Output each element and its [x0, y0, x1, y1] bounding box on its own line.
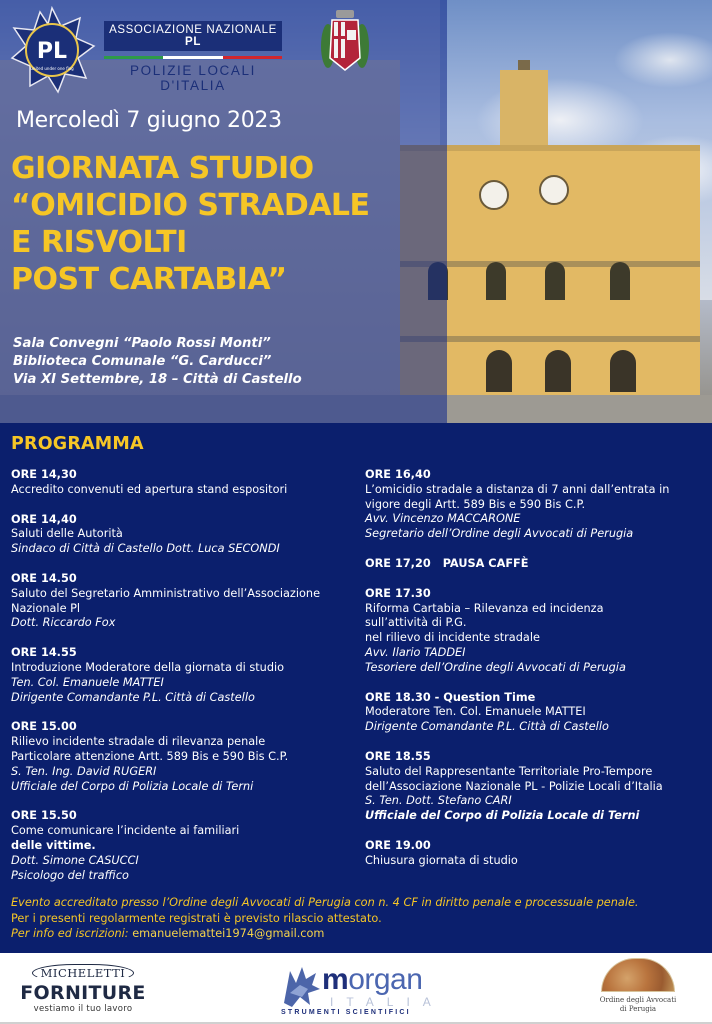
event-title [11, 150, 370, 298]
schedule-speaker: Avv. Ilario TADDEI [365, 645, 466, 659]
window [486, 262, 506, 300]
schedule-time: ORE 14,30 [11, 468, 77, 481]
schedule-time: ORE 14.50 [11, 571, 77, 585]
micheletti-wordmark: MICHELETTI [32, 964, 135, 982]
schedule-desc: Particolare attenzione Artt. 589 Bis e 590 Bis C.P. [11, 749, 289, 763]
schedule-desc: Accredito convenuti ed apertura stand espositori [11, 482, 288, 496]
schedule-item [365, 587, 705, 676]
schedule-time: ORE 18.55 [365, 749, 431, 763]
venue-line: Via XI Settembre, 18 – Città di Castello [13, 372, 302, 387]
schedule-speaker-role: Ufficiale del Corpo di Polizia Locale di Terni [11, 779, 254, 793]
schedule-speaker: Ten. Col. Emanuele MATTEI [11, 675, 164, 689]
schedule-desc: Moderatore Ten. Col. Emanuele MATTEI [365, 705, 586, 719]
morgan-wordmark: morgan [322, 963, 423, 996]
schedule-desc: Saluto del Segretario Amministrativo dell’Associazione [11, 586, 321, 600]
event-venue [13, 335, 302, 389]
title-line: E RISVOLTI [11, 225, 187, 260]
fresco-lunette-icon [601, 958, 675, 992]
micheletti-forniture-logo [14, 962, 152, 1014]
event-date: Mercoledì 7 giugno 2023 [16, 108, 282, 133]
programma-right-column [365, 468, 705, 884]
accreditation-note: Evento accreditato presso l’Ordine degli Avvocati di Perugia con n. 4 CF in diritto penale e processuale penale. [11, 896, 639, 909]
venue-line: Sala Convegni “Paolo Rossi Monti” [13, 336, 271, 351]
title-line: GIORNATA STUDIO [11, 151, 314, 186]
schedule-time: ORE 17.30 [365, 586, 431, 600]
schedule-desc: delle vittime. [11, 838, 96, 852]
association-banner [104, 21, 282, 93]
programma-left-column [11, 468, 356, 898]
schedule-speaker: Dott. Riccardo Fox [11, 616, 116, 630]
ordine-name: Ordine degli Avvocati [599, 996, 677, 1004]
schedule-item-break [365, 557, 705, 572]
schedule-desc: nel rilievo di incidente stradale [365, 631, 540, 645]
certificate-note: Per i presenti regolarmente registrati è previsto rilascio attestato. [11, 911, 382, 925]
programma-title: PROGRAMMA [11, 434, 144, 454]
schedule-item [365, 691, 705, 735]
schedule-item [365, 839, 705, 869]
sponsors-footer [0, 953, 712, 1024]
schedule-speaker: Sindaco di Città di Castello Dott. Luca SECONDI [11, 542, 280, 556]
schedule-desc: Saluti delle Autorità [11, 527, 123, 541]
info-label: Per info ed iscrizioni: [11, 927, 133, 940]
title-line: “OMICIDIO STRADALE [11, 188, 370, 223]
window [545, 262, 565, 300]
micheletti-tagline: vestiamo il tuo lavoro [33, 1004, 133, 1014]
arched-window [545, 350, 571, 392]
schedule-speaker-role: Ufficiale del Corpo di Polizia Locale di Terni [365, 809, 640, 823]
italian-flag-stripe [104, 56, 282, 59]
morgan-subtitle: STRUMENTI SCIENTIFICI [281, 1009, 411, 1016]
schedule-item [365, 468, 705, 542]
clock-icon [479, 180, 509, 210]
event-notes [11, 895, 639, 942]
schedule-speaker: S. Ten. Dott. Stefano CARI [365, 794, 512, 808]
griffin-icon [280, 963, 322, 1009]
schedule-desc: L’omicidio stradale a distanza di 7 anni dall’entrata in [365, 482, 670, 496]
schedule-time: ORE 15.50 [11, 809, 77, 823]
schedule-speaker-role: Psicologo del traffico [11, 868, 129, 882]
venue-line: Biblioteca Comunale “G. Carducci” [13, 354, 272, 369]
schedule-desc: Rilievo incidente stradale di rilevanza penale [11, 735, 266, 749]
schedule-item [11, 720, 356, 794]
ordine-city: di Perugia [619, 1005, 657, 1013]
schedule-desc: Introduzione Moderatore della giornata di studio [11, 660, 285, 674]
svg-text:united under one flag: united under one flag [30, 66, 74, 71]
programma-section [0, 423, 712, 953]
schedule-desc: dell’Associazione Nazionale PL - Polizie Locali d’Italia [365, 779, 663, 793]
contact-email-link[interactable]: emanuelemattei1974@gmail.com [132, 927, 325, 940]
arched-window [610, 350, 636, 392]
coat-of-arms-icon [318, 8, 372, 78]
hero-banner [0, 0, 712, 423]
schedule-time: ORE 19.00 [365, 838, 431, 852]
title-line: POST CARTABIA” [11, 262, 287, 297]
pl-star-logo-icon [8, 6, 96, 94]
coffee-break-label: PAUSA CAFFÈ [442, 556, 529, 570]
schedule-desc: Riforma Cartabia – Rilevanza ed incidenza [365, 601, 604, 615]
window [610, 262, 630, 300]
schedule-desc: Saluto del Rappresentante Territoriale Pro-Tempore [365, 764, 653, 778]
schedule-desc: sull’attività di P.G. [365, 616, 467, 630]
schedule-item [11, 513, 356, 557]
association-name: ASSOCIAZIONE NAZIONALE PL [104, 21, 282, 51]
schedule-item [11, 468, 356, 498]
schedule-speaker-role: Segretario dell’Ordine degli Avvocati di Perugia [365, 527, 634, 541]
schedule-speaker-role: Tesoriere dell’Ordine degli Avvocati di Perugia [365, 660, 626, 674]
morgan-italia-logo [278, 961, 444, 1019]
forniture-wordmark: FORNITURE [20, 982, 146, 1004]
schedule-time: ORE 15.00 [11, 720, 77, 734]
schedule-speaker: Dott. Simone CASUCCI [11, 853, 139, 867]
schedule-item [365, 750, 705, 824]
schedule-time: ORE 14.55 [11, 646, 77, 660]
schedule-item [11, 572, 356, 631]
association-subtitle: POLIZIE LOCALI D'ITALIA [130, 63, 256, 93]
schedule-desc: Chiusura giornata di studio [365, 853, 518, 867]
schedule-time: ORE 14,40 [11, 512, 77, 526]
schedule-time: ORE 18.30 - Question Time [365, 690, 536, 704]
schedule-desc: Come comunicare l’incidente ai familiari [11, 824, 240, 838]
arched-window [486, 350, 512, 392]
bell-tower [500, 70, 548, 150]
schedule-speaker: S. Ten. Ing. David RUGERI [11, 764, 157, 778]
schedule-speaker-role: Dirigente Comandante P.L. Città di Castello [365, 720, 609, 734]
schedule-speaker: Avv. Vincenzo MACCARONE [365, 512, 521, 526]
schedule-time: ORE 17,20 [365, 556, 431, 570]
schedule-item [11, 809, 356, 883]
svg-text:PL: PL [36, 39, 68, 64]
schedule-item [11, 646, 356, 705]
clock-icon [539, 175, 569, 205]
schedule-speaker-role: Dirigente Comandante P.L. Città di Castello [11, 690, 255, 704]
schedule-time: ORE 16,40 [365, 468, 431, 481]
schedule-desc: Nazionale Pl [11, 601, 81, 615]
ordine-avvocati-logo [596, 958, 680, 1014]
schedule-desc: vigore degli Artt. 589 Bis e 590 Bis C.P. [365, 497, 586, 511]
morgan-italia-text: ITALIA [330, 995, 444, 1009]
